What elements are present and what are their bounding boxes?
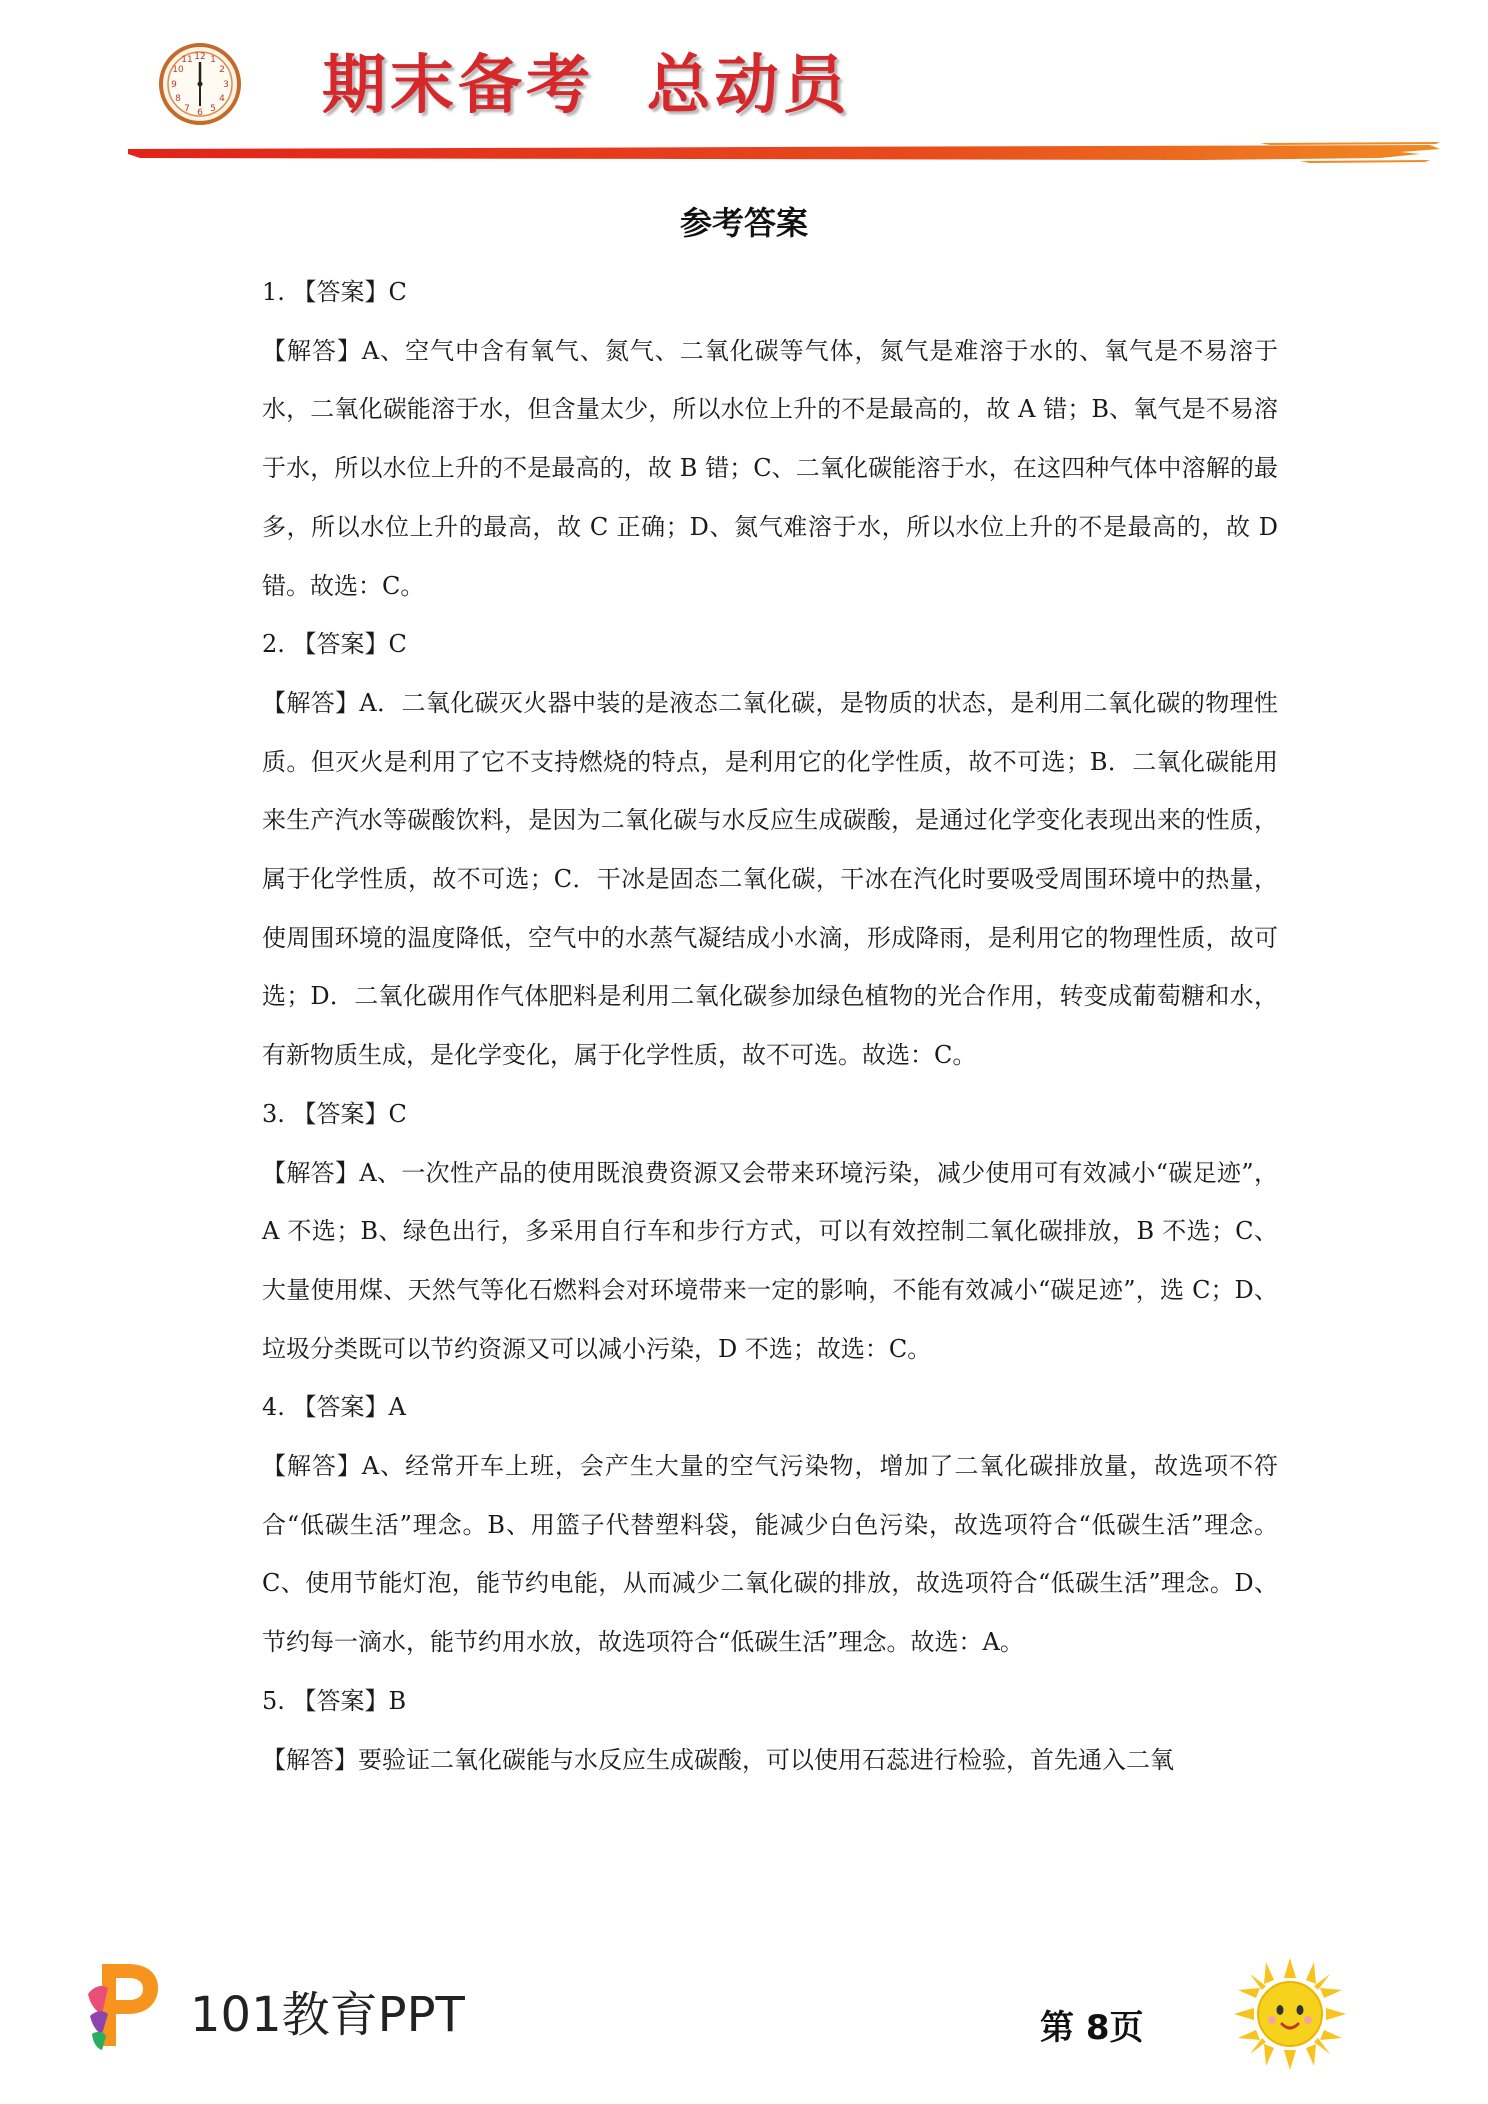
banner-title: 期末备考 总动员 [322,49,851,123]
answer-list [262,263,1278,1789]
svg-text:8: 8 [175,94,181,104]
svg-text:5: 5 [210,104,216,114]
page-number: 第 8页 [1040,2008,1144,2048]
answer-explanation: 【解答】A、一次性产品的使用既浪费资源又会带来环境污染，减少使用可有效减小“碳足迹”，A 不选；B、绿色出行，多采用自行车和步行方式，可以有效控制二氧化碳排放，B 不选；C、大量使用煤、天然气等化石燃料会对环境带来一定的影响，不能有效减小“碳足迹”，选 C；D、垃圾分类既可以节约资源又可以减小污染，D 不选；故选：C。 [262,1158,1278,1363]
svg-text:11: 11 [181,55,193,65]
header-brush-rule [0,140,1488,170]
answer-explanation: 【解答】A、空气中含有氧气、氮气、二氧化碳等气体，氮气是难溶于水的、氧气是不易溶于水，二氧化碳能溶于水，但含量太少，所以水位上升的不是最高的，故 A 错；B、氧气是不易溶于水，所以水位上升的不是最高的，故 B 错；C、二氧化碳能溶于水，在这四种气体中溶解的最多，所以水位上升的最高，故 C 正确；D、氮气难溶于水，所以水位上升的不是最高的，故 D 错。故选：C。 [262,336,1278,600]
footer-brand: 101教育PPT [190,1987,465,2043]
svg-text:3: 3 [223,80,229,90]
answer-explanation: 【解答】要验证二氧化碳能与水反应生成碳酸，可以使用石蕊进行检验，首先通入二氧 [262,1745,1174,1774]
svg-text:6: 6 [197,108,203,118]
answer-label: 3. 【答案】C [262,1099,407,1128]
svg-text:10: 10 [172,65,184,75]
answer-label: 4. 【答案】A [262,1393,406,1422]
page-title: 参考答案 [679,204,808,242]
brand-logo-icon [84,1954,164,2054]
svg-text:12: 12 [194,52,206,62]
svg-text:9: 9 [171,80,177,90]
answer-label: 1. 【答案】C [262,278,407,306]
answer-label: 5. 【答案】B [262,1686,407,1715]
svg-text:7: 7 [184,104,190,114]
answer-explanation: 【解答】A．二氧化碳灭火器中装的是液态二氧化碳，是物质的状态，是利用二氧化碳的物理性质。但灭火是利用了它不支持燃烧的特点，是利用它的化学性质，故不可选；B．二氧化碳能用来生产汽水等碳酸饮料，是因为二氧化碳与水反应生成碳酸，是通过化学变化表现出来的性质，属于化学性质，故不可选；C．干冰是固态二氧化碳，干冰在汽化时要吸受周围环境中的热量，使周围环境的温度降低，空气中的水蒸气凝结成小水滴，形成降雨，是利用它的物理性质，故可选；D．二氧化碳用作气体肥料是利用二氧化碳参加绿色植物的光合作用，转变成葡萄糖和水，有新物质生成，是化学变化，属于化学性质，故不可选。故选：C。 [262,688,1278,1070]
clock-icon [158,42,242,126]
answer-explanation: 【解答】A、经常开车上班，会产生大量的空气污染物，增加了二氧化碳排放量，故选项不符合“低碳生活”理念。B、用篮子代替塑料袋，能减少白色污染，故选项符合“低碳生活”理念。C、使用节能灯泡，能节约电能，从而减少二氧化碳的排放，故选项符合“低碳生活”理念。D、节约每一滴水，能节约用水放，故选项符合“低碳生活”理念。故选：A。 [262,1452,1278,1657]
svg-text:1: 1 [210,55,216,65]
svg-text:4: 4 [219,94,225,104]
sun-icon [1232,1956,1348,2072]
answer-label: 2. 【答案】C [262,630,407,659]
page-header [0,0,1488,170]
svg-text:2: 2 [219,65,225,75]
